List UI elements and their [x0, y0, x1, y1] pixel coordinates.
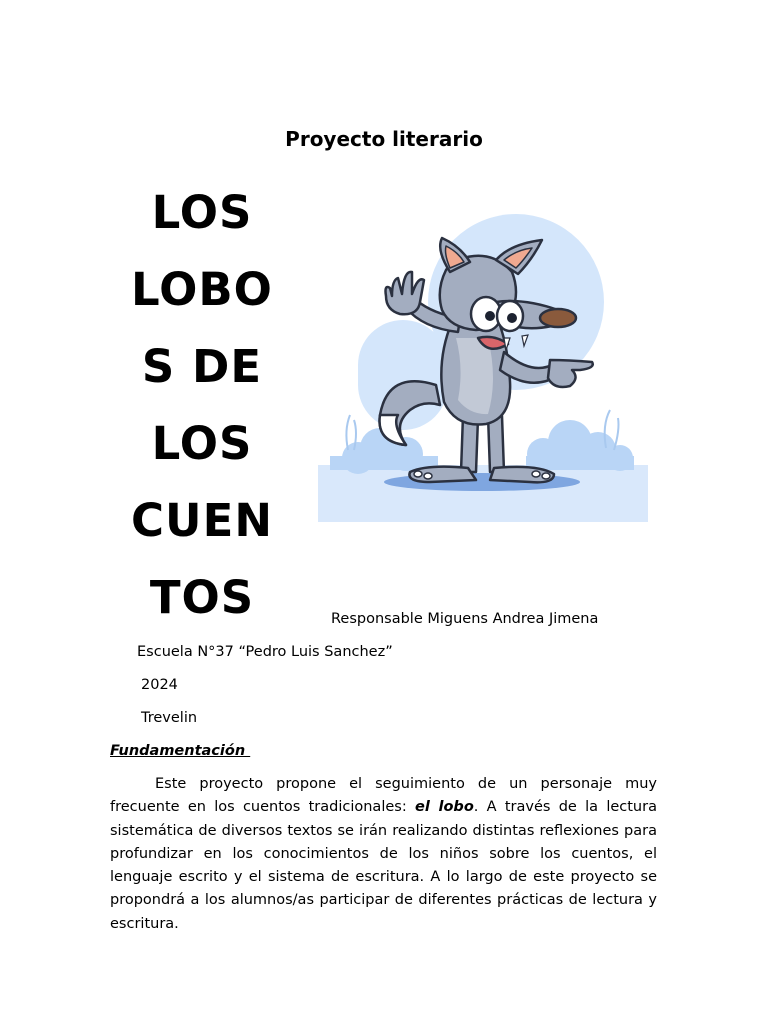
big-title [112, 174, 292, 636]
big-title-line: TOS [149, 571, 255, 624]
paragraph-text-end: . A través de la lectura sistemática de diversos textos se irán realizando distintas reflexiones para profundizar en los conocimientos de los niños sobre los cuentos, el lenguaje escrito y el sistema de escritura. A lo largo de este proyecto se propondrá a los alumnos/as participar de diferentes prácticas de lectura y escritura. [110, 799, 657, 932]
responsable-line: Responsable Miguens Andrea Jimena [331, 611, 599, 627]
year-line: 2024 [141, 677, 178, 693]
city-line: Trevelin [141, 710, 198, 726]
paragraph-emphasis: el lobo [414, 799, 474, 816]
fundamentacion-paragraph [110, 773, 657, 936]
wolf-illustration [318, 210, 648, 522]
big-title-line: CUEN [131, 494, 273, 547]
big-title-line: LOBO [131, 263, 273, 316]
school-line: Escuela N°37 “Pedro Luis Sanchez” [137, 644, 393, 660]
big-title-line: LOS [151, 417, 253, 470]
document-title: Proyecto literario [285, 127, 483, 151]
section-heading: Fundamentación [110, 743, 251, 759]
big-title-line: S DE [141, 340, 263, 393]
big-title-line: LOS [151, 186, 253, 239]
paragraph-text-start: Este proyecto propone el seguimiento de un personaje muy frecuente en los cuentos tradicionales: [110, 776, 657, 816]
